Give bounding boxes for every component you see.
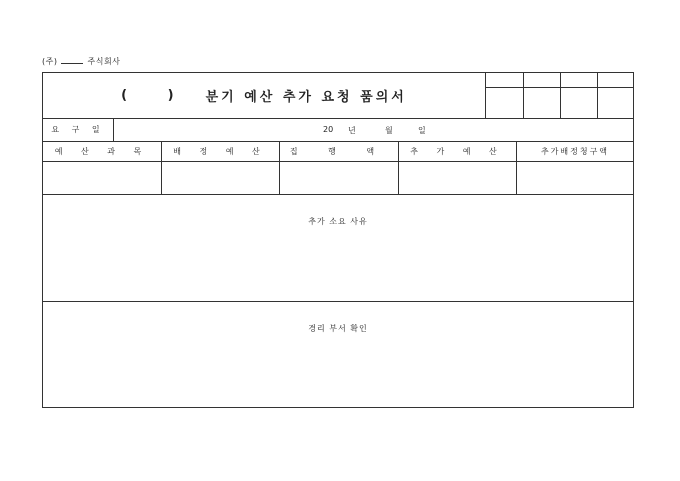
additional-budget-field[interactable] xyxy=(399,161,517,194)
title-row xyxy=(43,73,633,119)
year-unit: 년 xyxy=(348,126,356,135)
month-unit: 월 xyxy=(385,126,393,135)
company-line xyxy=(42,56,120,67)
additional-request-field[interactable] xyxy=(517,161,633,194)
form-title xyxy=(43,73,485,118)
reason-label: 추가 소요 사유 xyxy=(308,217,368,226)
company-suffix: 주식회사 xyxy=(87,57,121,66)
request-date-field[interactable] xyxy=(113,118,633,141)
reason-section[interactable] xyxy=(43,194,633,302)
col-additional-budget: 추 가 예 산 xyxy=(399,141,517,161)
approval-box xyxy=(485,73,634,118)
company-prefix: (주) xyxy=(42,57,58,66)
budget-data-row xyxy=(43,161,633,195)
budget-header-row xyxy=(43,141,633,162)
col-budget-item: 예 산 과 목 xyxy=(43,141,162,161)
col-allocated-budget: 배 정 예 산 xyxy=(162,141,280,161)
year-prefix: 20 xyxy=(323,125,334,134)
company-name-blank xyxy=(61,57,83,64)
accounting-confirm-section[interactable] xyxy=(43,301,633,407)
request-date-label: 요 구 일 xyxy=(43,118,114,141)
budget-item-field[interactable] xyxy=(43,161,162,194)
confirm-label: 경리 부서 확인 xyxy=(308,324,368,333)
executed-amount-field[interactable] xyxy=(280,161,399,194)
quarter-blank: ( ) xyxy=(121,88,192,103)
form-title-text: 분기 예산 추가 요청 품의서 xyxy=(205,90,407,105)
col-additional-request-amount: 추가배정청구액 xyxy=(540,146,610,156)
col-executed-amount: 집 행 액 xyxy=(280,141,399,161)
allocated-budget-field[interactable] xyxy=(162,161,280,194)
request-form xyxy=(42,72,634,408)
request-date-row xyxy=(43,118,633,142)
day-unit: 일 xyxy=(418,126,426,135)
